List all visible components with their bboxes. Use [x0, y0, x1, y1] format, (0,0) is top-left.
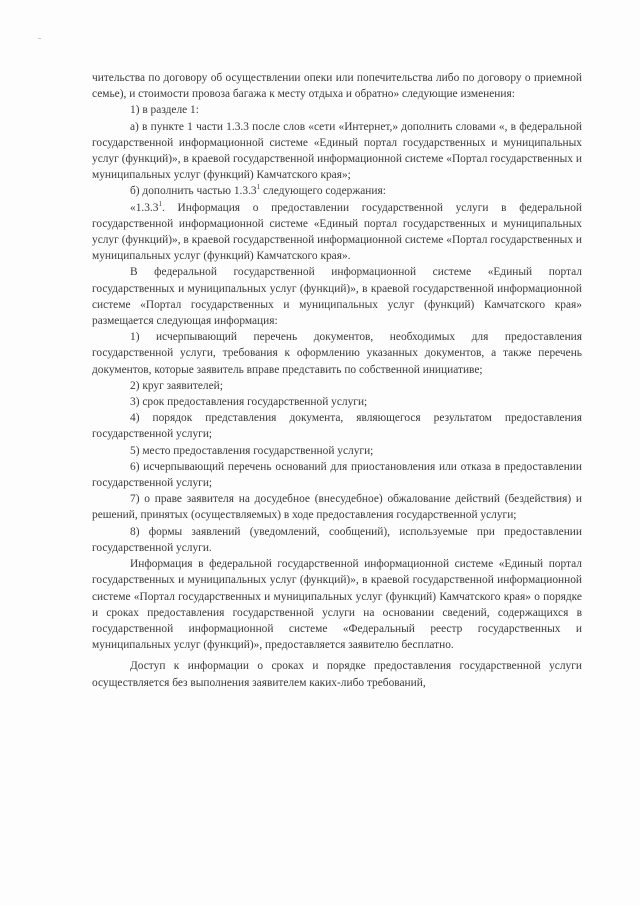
- paragraph-text: «1.3.3: [130, 201, 159, 214]
- paragraph: 4) порядок представления документа, являющегося результатом предоставления государственной услуги;: [92, 412, 582, 441]
- paragraph: 8) формы заявлений (уведомлений, сообщений), используемые при предоставлении государственной услуги.: [92, 525, 582, 554]
- paragraph: 1) исчерпывающий перечень документов, необходимых для предоставления государственной услуги, требования к оформлению указанных документов, а также перечень документов, которые заявитель вправе представить по собственной инициативе;: [92, 331, 582, 376]
- superscript: 1: [158, 199, 162, 208]
- paragraph: 6) исчерпывающий перечень оснований для приостановления или отказа в предоставлении государственной услуги;: [92, 460, 582, 490]
- superscript: 1: [256, 183, 261, 192]
- scan-speck: [38, 38, 41, 39]
- paragraph: 1) в разделе 1:: [130, 104, 199, 117]
- paragraph-text: б) дополнить частью 1.3.3: [130, 185, 257, 198]
- paragraph: Доступ к информации о сроках и порядке предоставления государственной услуги осуществляется без выполнения заявителем каких-либо требований,: [92, 660, 582, 689]
- paragraph: В федеральной государственной информационной системе «Единый портал государственных и муниципальных услуг (функций)», в краевой государственной информационной системе «Портал государственных и муниципальных услуг (функций) Камчатского края» размещается следующая информация:: [92, 266, 582, 328]
- paragraph-text: следующего содержания:: [260, 185, 386, 198]
- paragraph: 7) о праве заявителя на досудебное (внесудебное) обжалование действий (бездействия) и решений, принятых (осуществляемых) в ходе предоставления государственной услуги;: [92, 493, 582, 522]
- paragraph: 5) место предоставления государственной услуги;: [130, 444, 374, 457]
- document-body: [92, 70, 582, 691]
- paragraph: а) в пункте 1 части 1.3.3 после слов «сети «Интернет,» дополнить словами «, в федеральной государственной информационной системе «Единый портал государственных и муниципальных услуг (функций)», в краевой государственной информационной системе «Портал государственных и муниципальных услуг (функций) Камчатского края»;: [92, 120, 582, 182]
- paragraph: Информация в федеральной государственной информационной системе «Единый портал государственных и муниципальных услуг (функций)», в краевой государственной информационной системе «Портал государственных и муниципальных услуг (функций) Камчатского края» о порядке и сроках предоставления государственной услуги на основании сведений, содержащихся в государственной информационной системе «Федеральный реестр государственных и муниципальных услуг (функций)», предоставляется заявителю бесплатно.: [92, 558, 582, 652]
- paragraph: чительства по договору об осуществлении опеки или попечительства либо по договору о приемной семье), и стоимости провоза багажа к месту отдыха и обратно» следующие изменения:: [92, 72, 582, 101]
- paragraph: 3) срок предоставления государственной услуги;: [130, 396, 368, 409]
- paragraph: 2) круг заявителей;: [130, 379, 223, 392]
- paragraph-text: . Информация о предоставлении государственной услуги в федеральной государственной информационной системе «Единый портал государственных и муниципальных услуг (функций)», в краевой государственной информационной системе «Портал государственных и муниципальных услуг (функций) Камчатского края».: [92, 201, 582, 263]
- paragraph: [92, 200, 582, 265]
- paragraph: [92, 183, 582, 199]
